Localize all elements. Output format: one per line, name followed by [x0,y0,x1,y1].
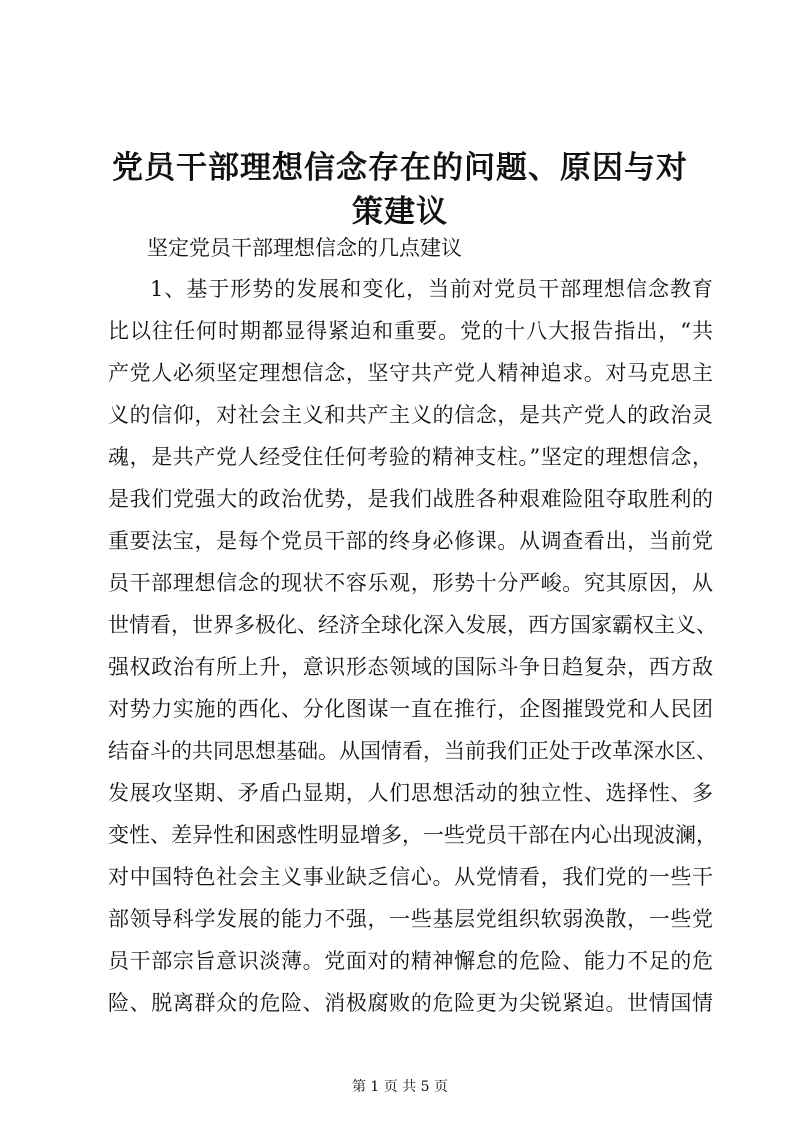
section-subtitle: 坚定党员干部理想信念的几点建议 [147,236,462,260]
body-line: 险、脱离群众的危险、消极腐败的危险更为尖锐紧迫。世情国情 [108,991,713,1015]
body-line: 结奋斗的共同思想基础。从国情看，当前我们正处于改革深水区、 [108,739,717,763]
body-line: 员干部宗旨意识淡薄。党面对的精神懈怠的危险、能力不足的危 [108,949,713,973]
body-line: 发展攻坚期、矛盾凸显期，人们思想活动的独立性、选择性、多 [108,781,713,805]
body-line: 魂，是共产党人经受住任何考验的精神支柱。”坚定的理想信念， [108,445,713,469]
body-line: 产党人必须坚定理想信念，坚守共产党人精神追求。对马克思主 [108,361,713,385]
body-line: 是我们党强大的政治优势，是我们战胜各种艰难险阻夺取胜利的 [108,487,713,511]
body-line: 对势力实施的西化、分化图谋一直在推行，企图摧毁党和人民团 [108,697,713,721]
body-line: 义的信仰，对社会主义和共产主义的信念，是共产党人的政治灵 [108,403,713,427]
body-paragraph [108,268,717,1024]
body-line: 重要法宝，是每个党员干部的终身必修课。从调查看出，当前党 [108,529,713,553]
page-footer: 第 1 页 共 5 页 [351,1079,449,1095]
body-line: 比以往任何时期都显得紧迫和重要。党的十八大报告指出，“共 [108,319,713,343]
body-line: 世情看，世界多极化、经济全球化深入发展，西方国家霸权主义、 [108,613,717,637]
body-line: 强权政治有所上升，意识形态领域的国际斗争日趋复杂，西方敌 [108,655,713,679]
body-line: 1、基于形势的发展和变化，当前对党员干部理想信念教育 [150,277,713,301]
body-line: 部领导科学发展的能力不强，一些基层党组织软弱涣散，一些党 [108,907,713,931]
body-line: 对中国特色社会主义事业缺乏信心。从党情看，我们党的一些干 [108,865,713,889]
body-line: 员干部理想信念的现状不容乐观，形势十分严峻。究其原因，从 [108,571,713,595]
body-line: 变性、差异性和困惑性明显增多，一些党员干部在内心出现波澜， [108,823,717,847]
page-title: 党员干部理想信念存在的问题、原因与对策建议 [112,150,688,230]
